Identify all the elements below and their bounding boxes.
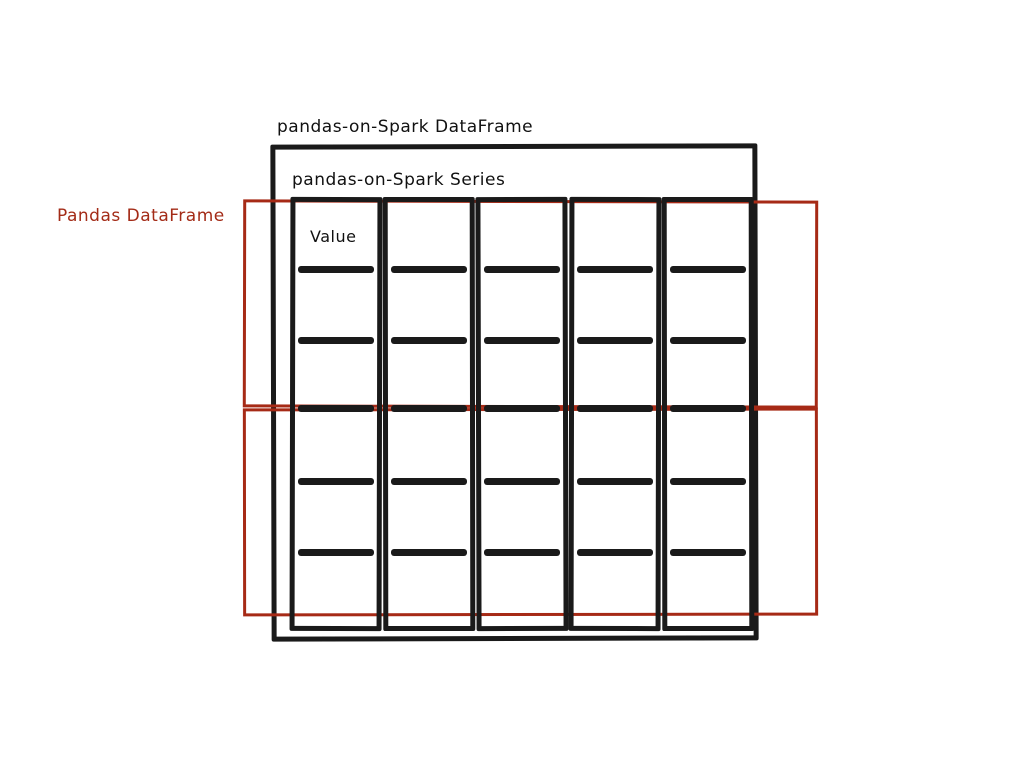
row-separator: [298, 478, 374, 485]
row-separator: [670, 266, 746, 273]
series-column-2: [383, 197, 476, 631]
row-separator: [577, 405, 653, 412]
row-separator: [484, 405, 560, 412]
row-separator: [577, 478, 653, 485]
row-separator: [298, 337, 374, 344]
row-separator: [484, 549, 560, 556]
row-separator: [670, 337, 746, 344]
row-separator: [577, 549, 653, 556]
series-column-5: [662, 197, 755, 631]
series-column-3: [475, 197, 568, 631]
row-separator: [484, 337, 560, 344]
pandas-dataframe-label: Pandas DataFrame: [57, 206, 225, 226]
row-separator: [391, 478, 467, 485]
row-separator: [670, 478, 746, 485]
pandas-on-spark-series-label: pandas-on-Spark Series: [292, 170, 506, 190]
series-column-4: [569, 197, 662, 631]
value-cell-label: Value: [310, 227, 357, 246]
row-separator: [298, 405, 374, 412]
row-separator: [391, 337, 467, 344]
row-separator: [298, 549, 374, 556]
row-separator: [391, 549, 467, 556]
row-separator: [577, 266, 653, 273]
row-separator: [298, 266, 374, 273]
pandas-on-spark-dataframe-label: pandas-on-Spark DataFrame: [277, 117, 534, 137]
row-separator: [577, 337, 653, 344]
row-separator: [391, 266, 467, 273]
row-separator: [670, 549, 746, 556]
row-separator: [670, 405, 746, 412]
row-separator: [484, 478, 560, 485]
row-separator: [484, 266, 560, 273]
series-column-1: [290, 197, 383, 631]
row-separator: [391, 405, 467, 412]
